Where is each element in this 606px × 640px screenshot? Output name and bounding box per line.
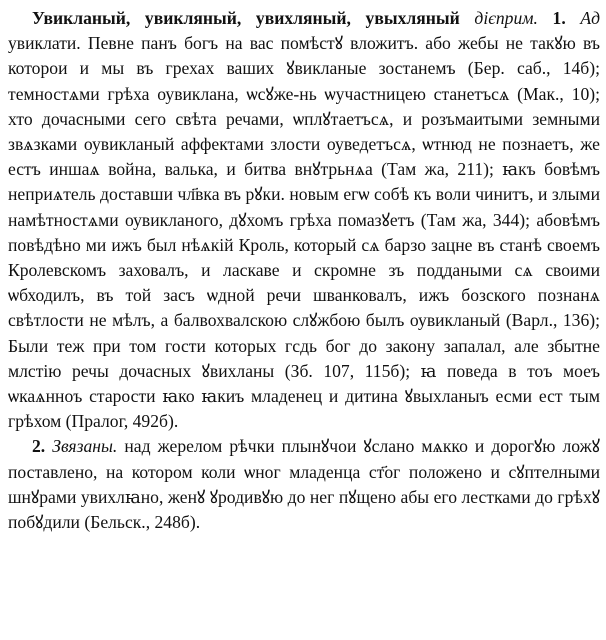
entry-sense-1	[8, 6, 600, 434]
sense-text: над жерелом рѣчки плынꙋчои ꙋслано мѧкко и дорогꙋю ложꙋ поставлено, на котором коли ѡног младенца ст҃ог положено и сꙋптелными шнꙋрами увихлꙗно, женꙋ ꙋродивꙋю до нег пꙋщено абы его лестками до грѣхꙋ побꙋдили (Бельск., 248б).	[8, 436, 600, 533]
entry-sense-2	[8, 434, 600, 535]
sense-number: 2.	[32, 436, 46, 457]
entry-headword: Увикланый, увикляный, увихляный, увыхляный	[32, 8, 460, 28]
entry-part-of-speech: дієприм.	[474, 8, 538, 28]
sense-gloss: Ад	[580, 8, 601, 28]
sense-gloss: Звязаны.	[52, 436, 118, 457]
sense-number: 1.	[552, 8, 566, 28]
sense-text: увиклати. Певне панъ богъ на вас помѣстꙋ вложитъ. або жебы не такꙋю въ которои и мы въ грехах ваших ꙋвикланые зостанемъ (Бер. саб., 14б); темностѧми грѣха оувиклана, ѡсꙋже-нь ѡучастницею станетъсѧ (Мак., 10); хто дочасными сего свѣта речами, ѡплꙋтаетъсѧ, и розъмаитыми земными звѧзками оувикланый аффектами злости оуведетъсѧ, ѡтнюд не познаетъ, же естъ иншаѧ война, валька, и битва внꙋтрьнѧа (Там жа, 211); ꙗкъ бовѣмъ неприѧтель доставши чл҃вка въ рꙋки. новым егѡ собѣ къ воли чинитъ, и злыми намѣтностѧми оувикланого, дꙋхомъ грѣха помазꙋетъ (Там жа, 344); абовѣмъ повѣдѣно ми ижъ был нѣѧкій Кроль, который сѧ барзо зацне въ станѣ своемъ Кролевскомъ заховалъ, и ласкаве и скромне зъ поддаными сѧ своими ѡбходилъ, въ той засъ ѡдной речи шванковалъ, ижъ бозского познанѧ свѣтлости не мѣлъ, а балвохвалскою слꙋжбою былъ оувикланый (Варл., 136); Были теж при том гости которых гсдь бог до закону запалал, але збытне млстію речы дочасных ꙋвихланы (Зб. 107, 115б); ꙗ поведа в тоъ моеъ ѡкаѧнноъ старости ꙗко ꙗкиъ младенец и дитина ꙋвыхланыъ есми ест тым грѣхом (Пралог, 492б).	[8, 33, 600, 432]
